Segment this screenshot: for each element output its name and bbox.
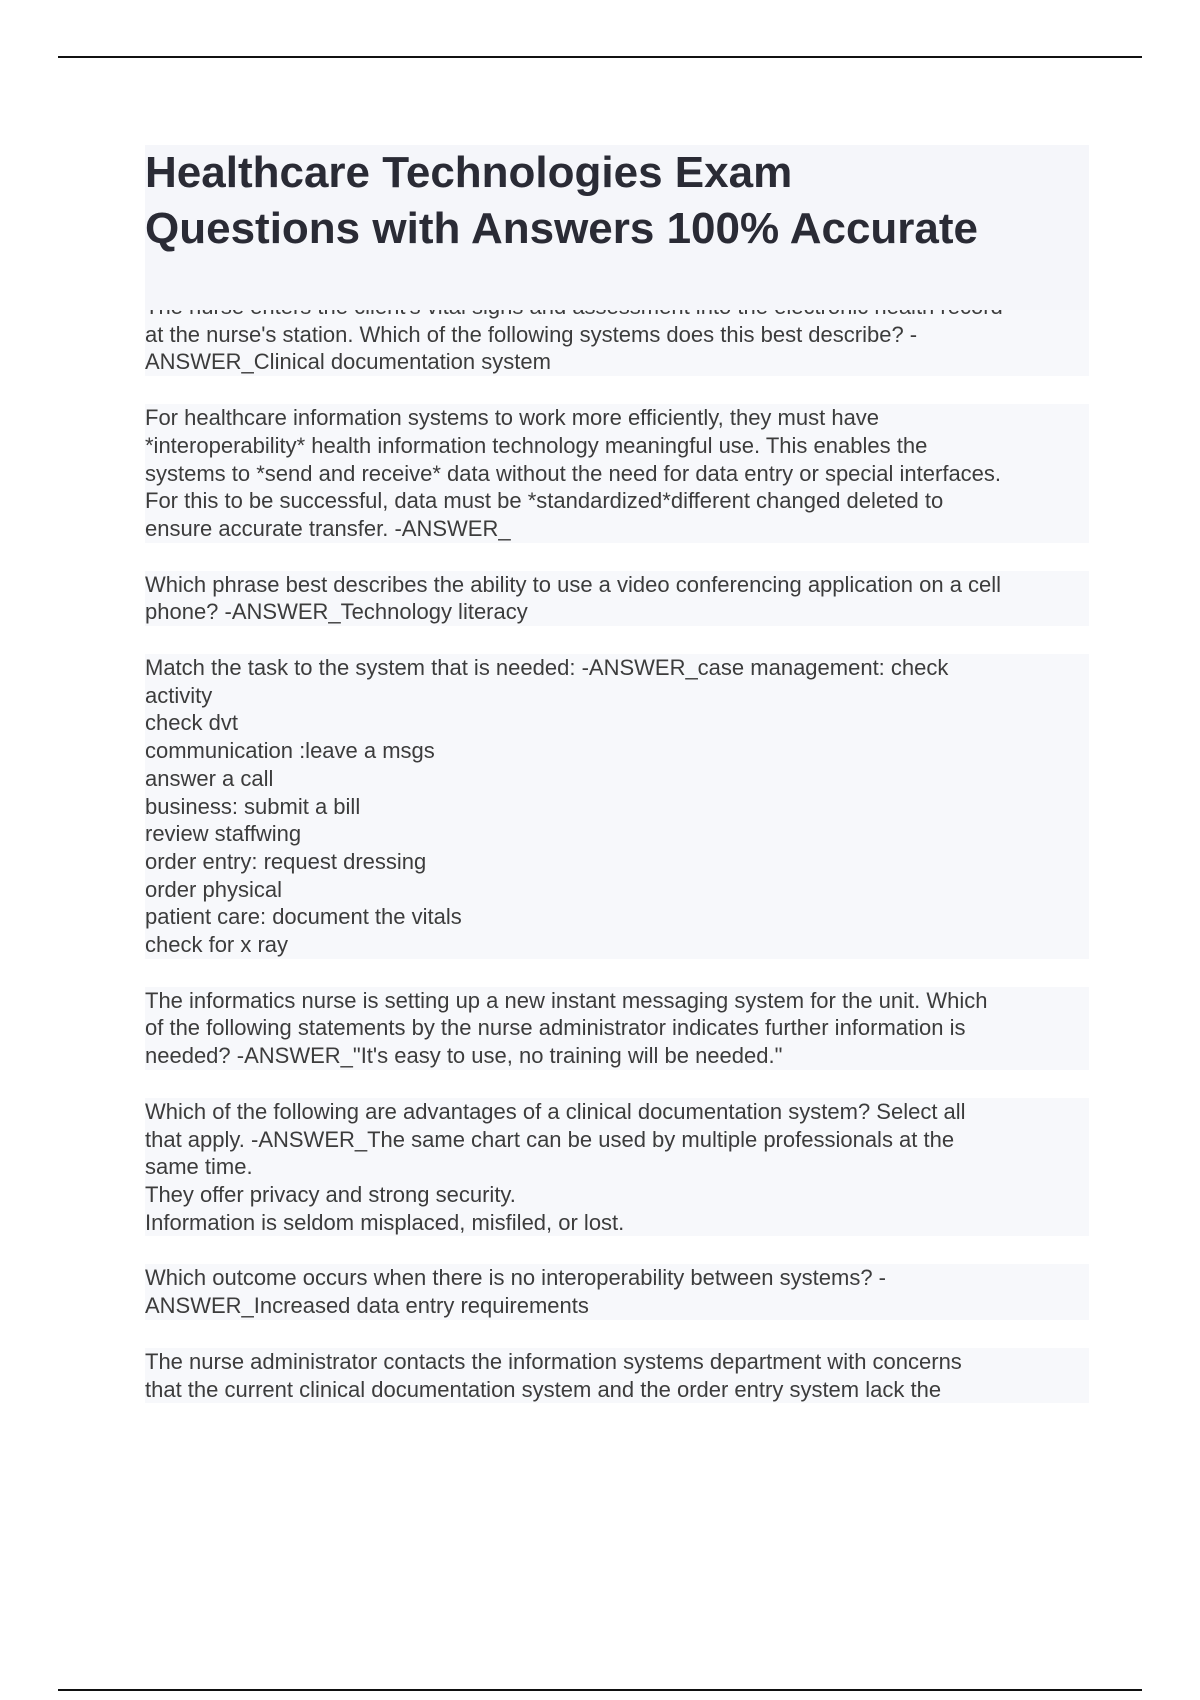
- qa-line: that apply. -ANSWER_The same chart can be used by multiple professionals at the: [145, 1126, 955, 1152]
- qa-item: [145, 571, 1089, 626]
- qa-line: at the nurse's station. Which of the following systems does this best describe? -: [145, 321, 918, 347]
- document-body: [145, 145, 1089, 1431]
- header-rule: [58, 56, 1142, 58]
- qa-line: The informatics nurse is setting up a new instant messaging system for the unit. Which: [145, 987, 988, 1013]
- document-title: [145, 145, 1089, 257]
- qa-line: For healthcare information systems to work more efficiently, they must have: [145, 405, 880, 431]
- qa-line: needed? -ANSWER_"It's easy to use, no training will be needed.": [145, 1043, 783, 1069]
- qa-item: [145, 654, 1089, 959]
- qa-line: review staffwing: [145, 821, 302, 847]
- qa-line: check for x ray: [145, 932, 289, 958]
- footer-rule: [58, 1689, 1142, 1691]
- qa-line: business: submit a bill: [145, 793, 361, 819]
- qa-line: same time.: [145, 1154, 253, 1180]
- qa-line: The nurse administrator contacts the information systems department with concerns: [145, 1348, 962, 1374]
- qa-item: [145, 1098, 1089, 1237]
- qa-line: Which of the following are advantages of a clinical documentation system? Select all: [145, 1098, 966, 1124]
- qa-line: order physical: [145, 876, 282, 902]
- qa-line: activity: [145, 682, 213, 708]
- qa-line: phone? -ANSWER_Technology literacy: [145, 599, 528, 625]
- qa-line: patient care: document the vitals: [145, 904, 462, 930]
- qa-line: They offer privacy and strong security.: [145, 1181, 516, 1207]
- title-block: [145, 145, 1089, 310]
- qa-line: For this to be successful, data must be *standardized*different changed deleted to: [145, 488, 944, 514]
- qa-line: order entry: request dressing: [145, 848, 427, 874]
- title-line: Questions with Answers 100% Accurate: [145, 204, 979, 253]
- title-line: Healthcare Technologies Exam: [145, 148, 793, 197]
- qa-line: of the following statements by the nurse administrator indicates further information is: [145, 1015, 966, 1041]
- qa-item: [145, 1348, 1089, 1403]
- qa-item: [145, 987, 1089, 1070]
- qa-line: communication :leave a msgs: [145, 738, 435, 764]
- qa-line: systems to *send and receive* data without the need for data entry or special interfaces.: [145, 460, 1002, 486]
- qa-item: [145, 1264, 1089, 1319]
- qa-line: Which outcome occurs when there is no interoperability between systems? -: [145, 1265, 887, 1291]
- qa-line: Information is seldom misplaced, misfiled, or lost.: [145, 1209, 625, 1235]
- qa-line: ensure accurate transfer. -ANSWER_: [145, 515, 511, 541]
- qa-line: ANSWER_Increased data entry requirements: [145, 1293, 589, 1319]
- qa-item: [145, 404, 1089, 543]
- qa-list: [145, 145, 1089, 1403]
- qa-line: Match the task to the system that is needed: -ANSWER_case management: check: [145, 655, 949, 681]
- qa-line: Which phrase best describes the ability to use a video conferencing application on a cell: [145, 571, 1002, 597]
- qa-line: that the current clinical documentation system and the order entry system lack the: [145, 1376, 942, 1402]
- qa-line: ANSWER_Clinical documentation system: [145, 349, 551, 375]
- qa-line: check dvt: [145, 710, 238, 736]
- qa-line: *interoperability* health information technology meaningful use. This enables the: [145, 432, 928, 458]
- qa-line: answer a call: [145, 765, 274, 791]
